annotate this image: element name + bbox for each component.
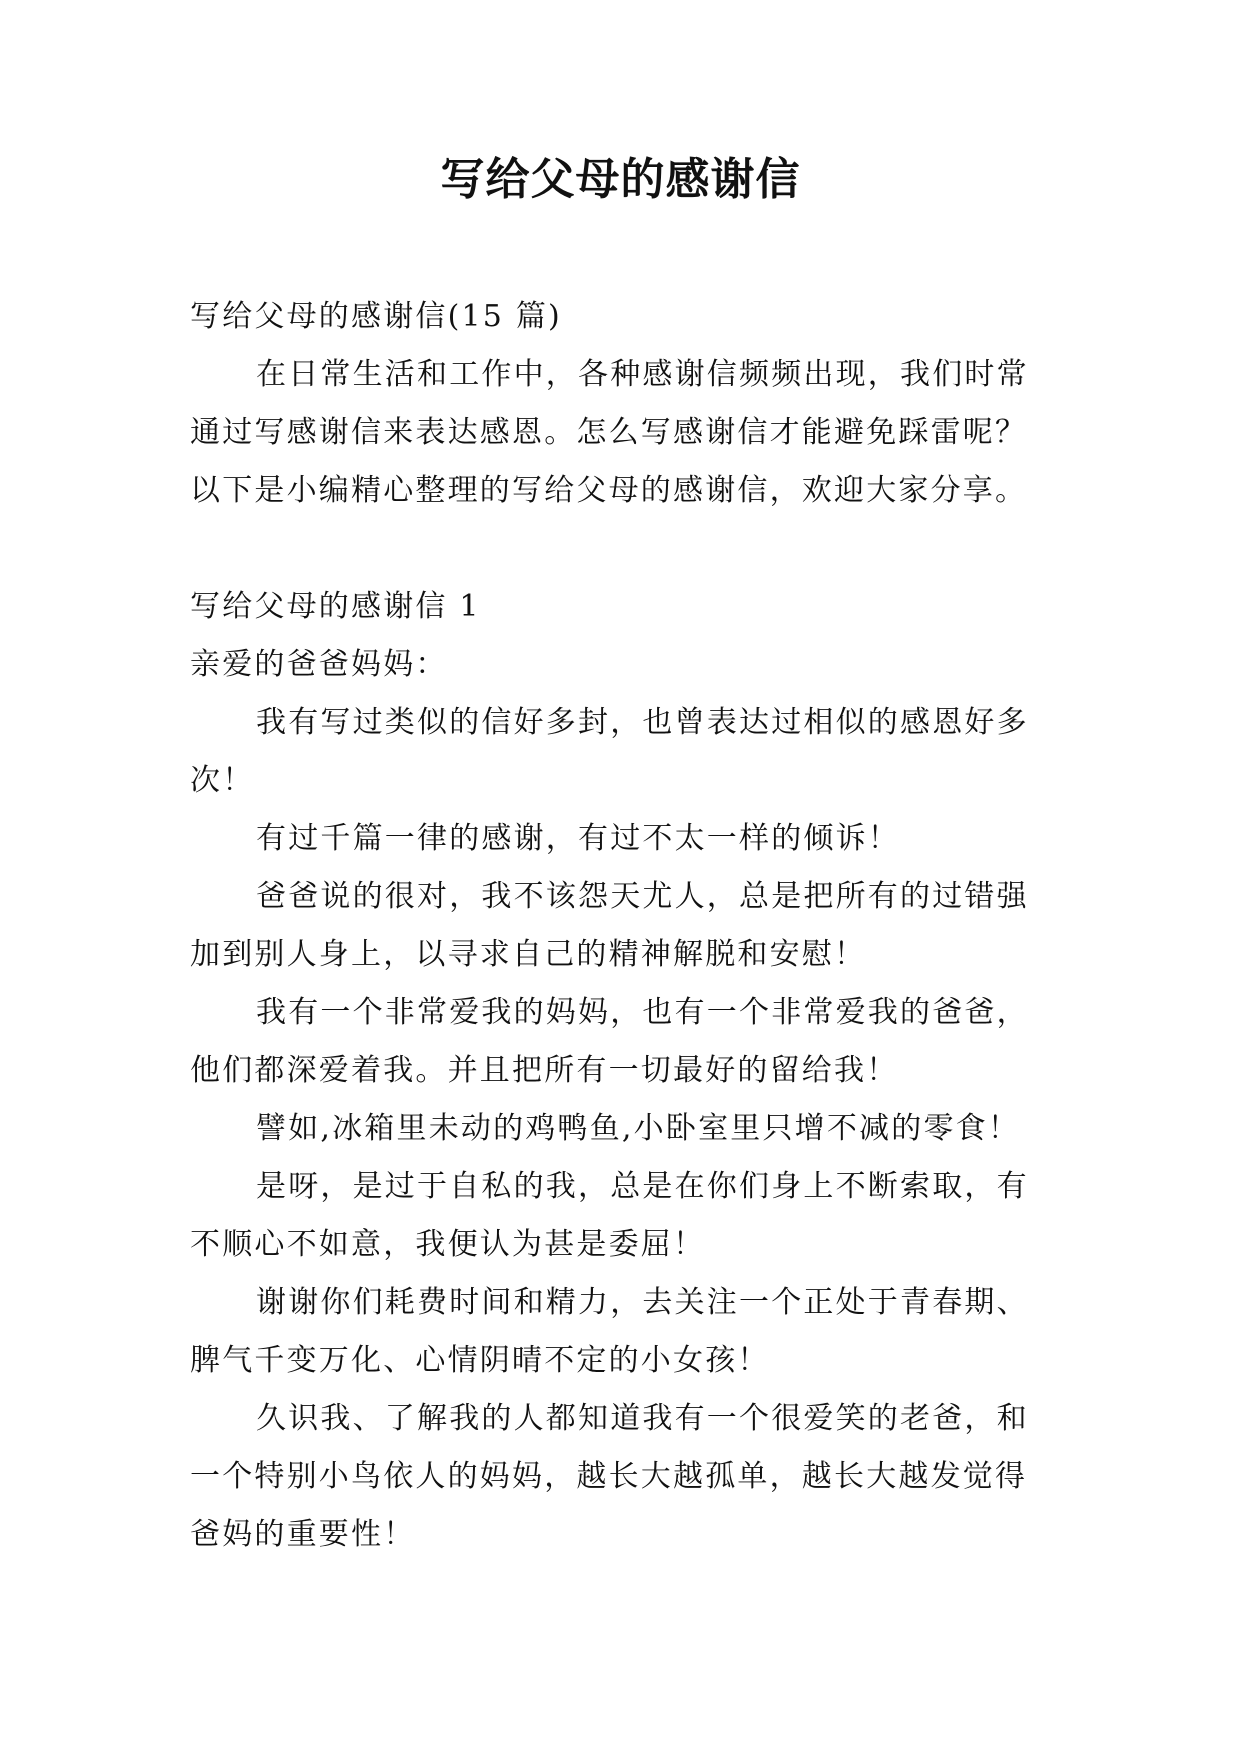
paragraph-line: 脾气千变万化、心情阴晴不定的小女孩！ [190, 1343, 770, 1378]
letter-paragraph [190, 694, 1070, 810]
letter-body [190, 694, 1070, 1564]
paragraph-line: 他们都深爱着我。并且把所有一切最好的留给我！ [190, 1053, 899, 1088]
paragraph-line: 譬如,冰箱里未动的鸡鸭鱼,小卧室里只增不减的零食！ [256, 1111, 1021, 1146]
page-title: 写给父母的感谢信 [440, 154, 801, 205]
paragraph-line: 不顺心不如意，我便认为甚是委屈！ [190, 1227, 706, 1262]
paragraph-line: 我有写过类似的信好多封，也曾表达过相似的感恩好多 [256, 705, 1029, 740]
paragraph-line: 次！ [190, 763, 255, 798]
paragraph-line: 有过千篇一律的感谢，有过不太一样的倾诉！ [256, 821, 900, 856]
paragraph-line: 谢谢你们耗费时间和精力，去关注一个正处于青春期、 [256, 1285, 1029, 1320]
letter-paragraph [190, 810, 1070, 868]
paragraph-line: 是呀，是过于自私的我，总是在你们身上不断索取，有 [256, 1169, 1029, 1204]
paragraph-gap [190, 520, 1070, 578]
intro-line: 通过写感谢信来表达感恩。怎么写感谢信才能避免踩雷呢？ [190, 415, 1028, 450]
letter-paragraph [190, 1390, 1070, 1564]
letter-paragraph [190, 984, 1070, 1100]
letter-paragraph [190, 1274, 1070, 1390]
salutation: 亲爱的爸爸妈妈： [190, 647, 448, 682]
letter-paragraph [190, 1100, 1070, 1158]
paragraph-line: 一个特别小鸟依人的妈妈，越长大越孤单，越长大越发觉得 [190, 1459, 1028, 1494]
paragraph-line: 加到别人身上，以寻求自己的精神解脱和安慰！ [190, 937, 867, 972]
paragraph-line: 我有一个非常爱我的妈妈，也有一个非常爱我的爸爸， [256, 995, 1029, 1030]
paragraph-line: 爸妈的重要性！ [190, 1517, 416, 1552]
section-heading: 写给父母的感谢信 1 [190, 589, 481, 624]
letter-paragraph [190, 868, 1070, 984]
paragraph-line: 爸爸说的很对，我不该怨天尤人，总是把所有的过错强 [256, 879, 1029, 914]
intro-line: 在日常生活和工作中，各种感谢信频频出现，我们时常 [256, 357, 1029, 392]
document-body [190, 288, 1070, 1564]
intro-line: 以下是小编精心整理的写给父母的感谢信，欢迎大家分享。 [190, 473, 1028, 508]
letter-paragraph [190, 1158, 1070, 1274]
document-subtitle: 写给父母的感谢信(15 篇) [190, 299, 562, 334]
paragraph-line: 久识我、了解我的人都知道我有一个很爱笑的老爸，和 [256, 1401, 1029, 1436]
